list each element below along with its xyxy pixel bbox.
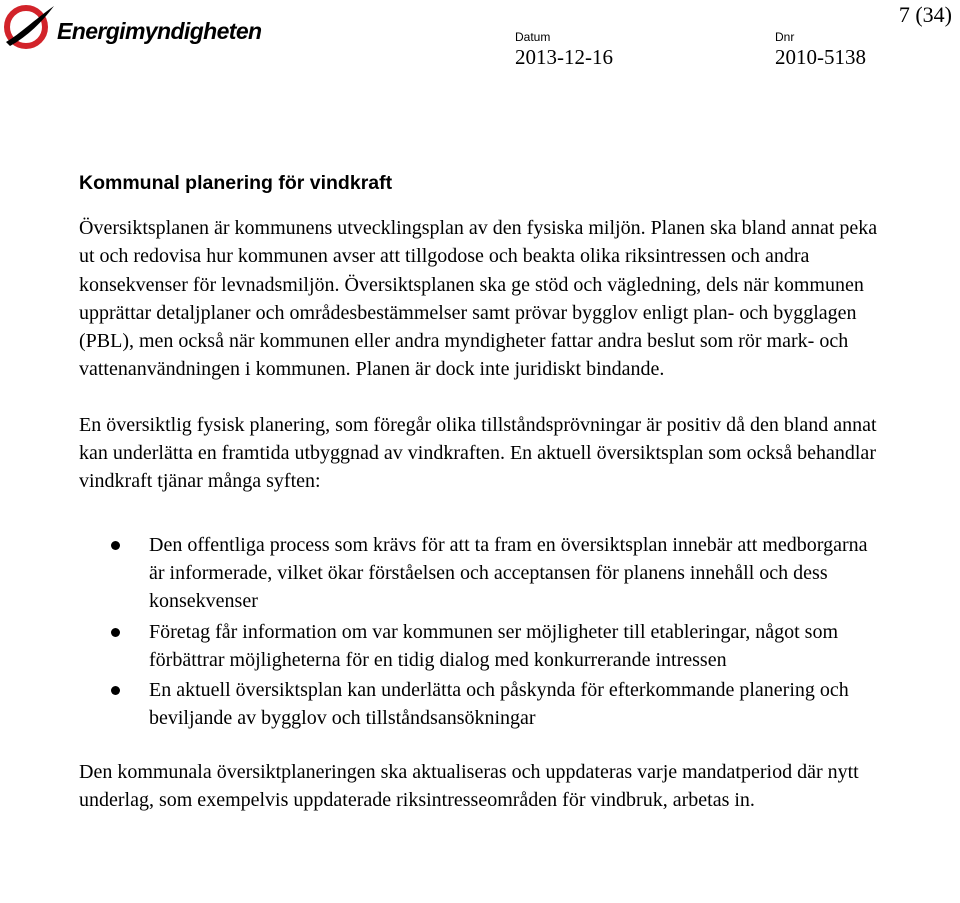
dnr-value: 2010-5138	[775, 45, 866, 69]
document-body	[79, 169, 879, 814]
bullet-icon	[111, 541, 120, 550]
list-item	[79, 531, 879, 616]
date-value: 2013-12-16	[515, 45, 613, 69]
list-item	[79, 676, 879, 733]
purpose-list	[79, 531, 879, 733]
list-item-text: Den offentliga process som krävs för att ta fram en översiktsplan innebär att medborgarna är informerade, vilket ökar förståelsen och acceptansen för planens innehåll och dess konsekvenser	[149, 533, 868, 613]
energimyndigheten-logo	[2, 2, 262, 52]
page-number: 7 (34)	[898, 2, 952, 27]
bullet-icon	[111, 628, 120, 637]
paragraph-update: Den kommunala översiktplaneringen ska aktualiseras och uppdateras varje mandatperiod där nytt underlag, som exempelvis uppdaterade riksintresseområden för vindbruk, arbetas in.	[79, 760, 859, 812]
section-heading: Kommunal planering för vindkraft	[79, 172, 393, 194]
list-item-text: Företag får information om var kommunen ser möjligheter till etableringar, något som förbättrar möjligheterna för en tidig dialog med konkurrerande intressen	[149, 620, 839, 671]
list-item	[79, 618, 879, 675]
date-block	[515, 30, 613, 70]
date-label: Datum	[515, 30, 551, 44]
bullet-icon	[111, 686, 120, 695]
logo-text: Energimyndigheten	[57, 17, 262, 44]
logo-swoosh-icon	[2, 2, 56, 52]
paragraph-overview: Översiktsplanen är kommunens utvecklingsplan av den fysiska miljön. Planen ska bland annat peka ut och redovisa hur kommunen avser att tillgodose och beakta olika riksintressen och andra konsekvenser för levnadsmiljön. Översiktsplanen ska ge stöd och vägledning, dels när kommunen upprättar detaljplaner och områdesbestämmelser samt prövar bygglov enligt plan- och bygglagen (PBL), men också när kommunen eller andra myndigheter fattar andra beslut som rör mark- och vattenanvändningen i kommunen. Planen är dock inte juridiskt bindande.	[79, 217, 878, 381]
dnr-block	[775, 30, 866, 70]
list-item-text: En aktuell översiktsplan kan underlätta och påskynda för efterkommande planering och beviljande av bygglov och tillståndsansökningar	[149, 679, 849, 730]
dnr-label: Dnr	[775, 30, 795, 44]
paragraph-planning: En översiktlig fysisk planering, som föregår olika tillståndsprövningar är positiv då den bland annat kan underlätta en framtida utbyggnad av vindkraften. En aktuell översiktsplan som också behandlar vindkraft tjänar många syften:	[79, 413, 877, 493]
